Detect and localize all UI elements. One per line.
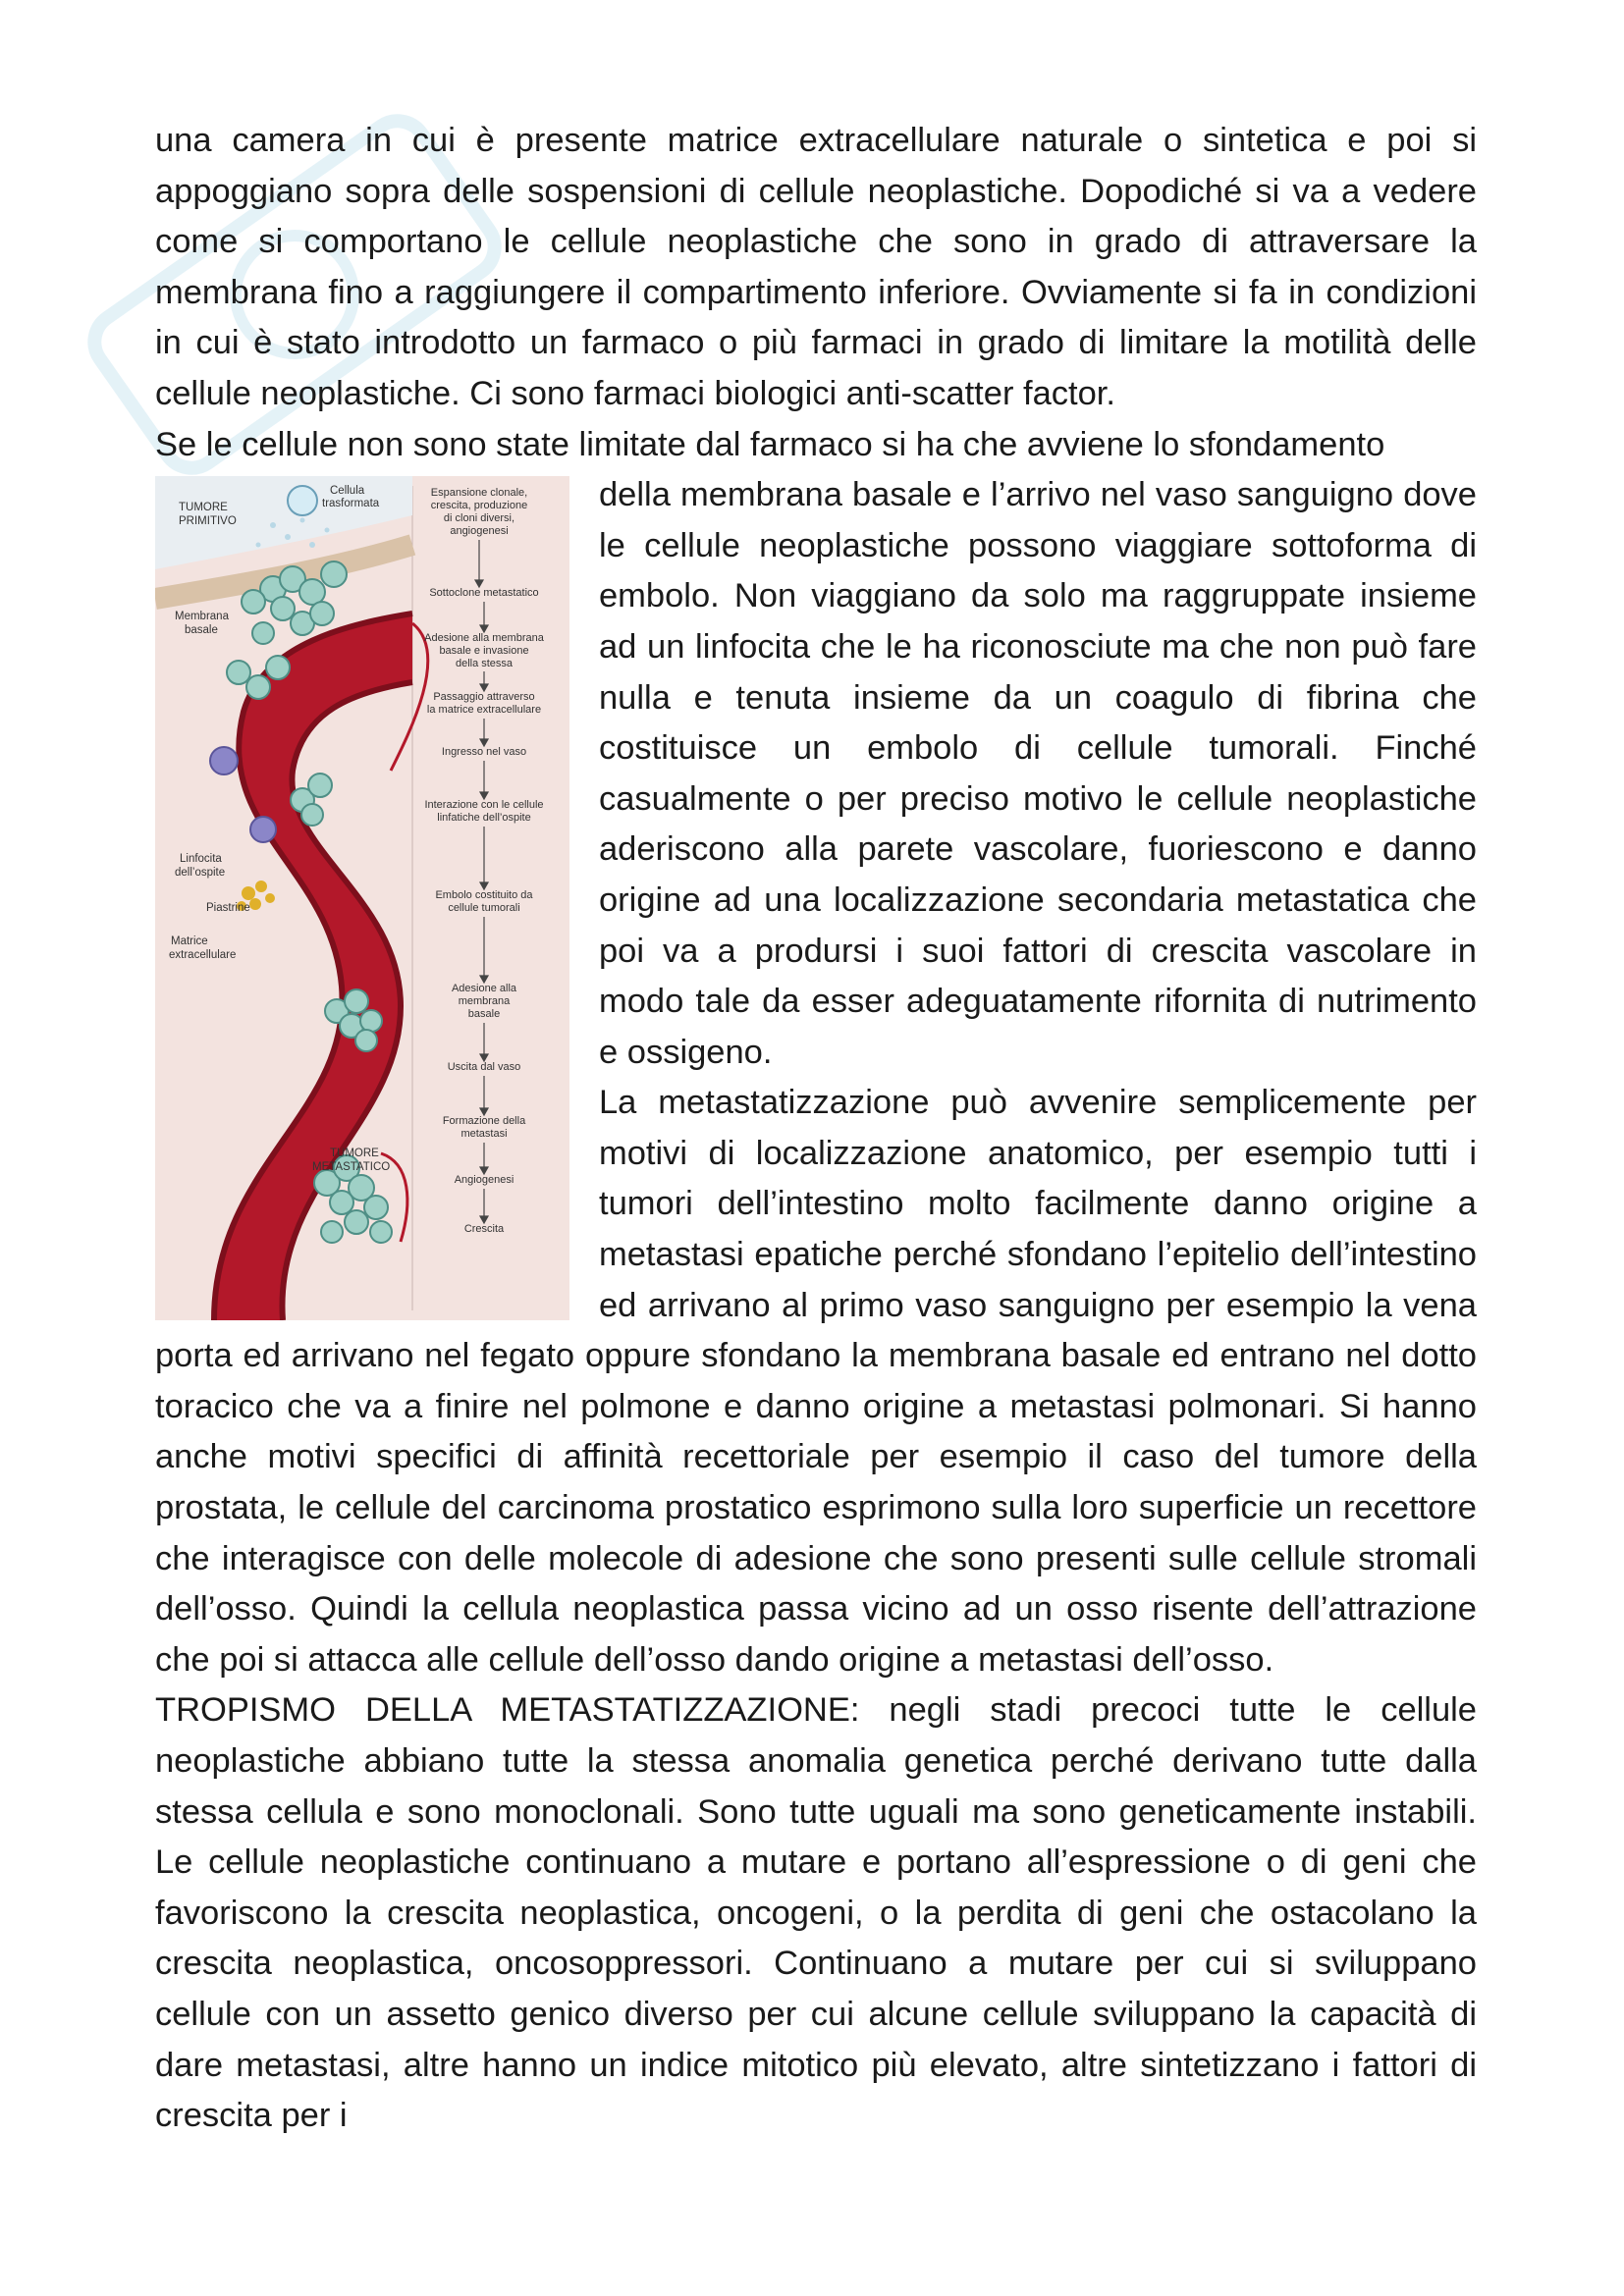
- document-page: [155, 116, 1477, 2142]
- paragraph: [155, 1685, 1477, 2141]
- metastasis-figure: [155, 476, 569, 1320]
- paragraph: La metastatizzazione può avvenire semplicemente per motivi di localizzazione anatomico, per esempio tutti i tumori dell’intestino molto facilmente danno origine a metastasi epatiche perché sfondano l’epitelio dell’intestino ed arrivano al primo vaso sanguigno per esempio la vena porta ed arrivano nel fegato oppure sfondano la membrana basale ed entrano nel dotto toracico che va a finire nel polmone e danno origine a metastasi polmonari. Si hanno anche motivi specifici di affinità recettoriale per esempio il caso del tumore della prostata, le cellule del carcinoma prostatico esprimono sulla loro superficie un recettore che interagisce con delle molecole di adesione che sono presenti sulle cellule stromali dell’osso. Quindi la cellula neoplastica passa vicino ad un osso risente dell’attrazione che poi si attacca alle cellule dell’osso dando origine a metastasi dell’osso.: [155, 1084, 1477, 1679]
- paragraph-body: : negli stadi precoci tutte le cellule neoplastiche abbiano tutte la stessa anomalia genetica perché derivano tutte dalla stessa cellula e sono monoclonali. Sono tutte uguali ma sono geneticamente instabili. Le cellule neoplastiche continuano a mutare e portano all’espressione o di geni che favoriscono la crescita neoplastica, oncogeni, o la perdita di geni che ostacolano la crescita neoplastica, oncosoppressori. Continuano a mutare per cui si sviluppano cellule con un assetto genico diverso per cui alcune cellule sviluppano la capacità di dare metastasi, altre hanno un indice mitotico più elevato, altre sintetizzano i fattori di crescita per i: [155, 1691, 1477, 2135]
- step-1-line-1: Espansione clonale,: [430, 487, 528, 500]
- step-3-line-2: basale e invasione: [439, 645, 529, 658]
- lymphocyte: [250, 817, 276, 842]
- step-4-line-1: Passaggio attraverso: [433, 691, 535, 704]
- label-piastrine: Piastrine: [206, 902, 250, 915]
- transformed-cell: [288, 486, 317, 515]
- label-tumore-primitivo-2: PRIMITIVO: [179, 515, 237, 528]
- metastasis-diagram: [155, 476, 569, 1320]
- step-7-line-2: cellule tumorali: [448, 902, 520, 915]
- label-basale: basale: [185, 624, 218, 637]
- label-extracellulare: extracellulare: [169, 949, 237, 962]
- step-6-line-2: linfatiche dell’ospite: [437, 812, 531, 825]
- step-1-line-2: crescita, produzione: [430, 500, 528, 512]
- step-1-line-3: di cloni diversi,: [443, 512, 515, 525]
- paragraph: [155, 420, 1477, 471]
- step-1-line-4: angiogenesi: [450, 525, 509, 538]
- step-3-line-3: della stessa: [455, 658, 514, 670]
- paragraph: una camera in cui è presente matrice extracellulare naturale o sintetica e poi si appoggiano sopra delle sospensioni di cellule neoplastiche. Dopodiché si va a vedere come si comportano le cellule neoplastiche che sono in grado di attraversare la membrana fino a raggiungere il compartimento inferiore. Ovviamente si fa in condizioni in cui è stato introdotto un farmaco o più farmaci in grado di limitare la motilità delle cellule neoplastiche. Ci sono farmaci biologici anti-scatter factor.: [155, 122, 1477, 412]
- step-9-line-1: Uscita dal vaso: [447, 1061, 521, 1074]
- label-linfocita: Linfocita: [180, 853, 222, 866]
- step-3-line-1: Adesione alla membrana: [424, 632, 544, 645]
- step-6-line-1: Interazione con le cellule: [424, 799, 544, 812]
- step-8-line-2: membrana: [458, 995, 511, 1008]
- step-12-line-1: Crescita: [463, 1223, 505, 1236]
- step-5-line-1: Ingresso nel vaso: [441, 746, 527, 759]
- step-2-line-1: Sottoclone metastatico: [429, 587, 539, 600]
- label-cellula: Cellula: [330, 485, 365, 498]
- paragraph-intro: Se le cellule non sono state limitate dal farmaco si ha che avviene lo sfondamento: [155, 425, 1385, 463]
- label-matrice: Matrice: [171, 935, 208, 948]
- step-8-line-1: Adesione alla: [451, 983, 517, 995]
- paragraph: della membrana basale e l’arrivo nel vaso sanguigno dove le cellule neoplastiche possono viaggiare sottoforma di embolo. Non viaggiano da solo ma raggruppate insieme ad un linfocita che le ha riconosciute ma che non può fare nulla e tenuta insieme da un coagulo di fibrina che costituisce un embolo di cellule tumorali. Finché casualmente o per preciso motivo le cellule neoplastiche aderiscono alla parete vascolare, fuoriescono e danno origine ad una localizzazione secondaria metastatica che poi va a prodursi i suoi fattori di crescita vascolare in modo tale da esser adeguatamente rifornita di nutrimento e ossigeno.: [599, 476, 1477, 1071]
- step-8-line-3: basale: [467, 1008, 501, 1021]
- step-11-line-1: Angiogenesi: [454, 1174, 514, 1187]
- label-membrana: Membrana: [175, 611, 229, 623]
- label-tumore-primitivo: TUMORE: [179, 502, 228, 514]
- label-ospite: dell’ospite: [175, 867, 226, 880]
- step-10-line-1: Formazione della: [442, 1115, 526, 1128]
- step-10-line-2: metastasi: [460, 1128, 508, 1141]
- section-heading: TROPISMO DELLA METASTATIZZAZIONE: [155, 1691, 850, 1730]
- label-tumore-metastatico-2: METASTATICO: [312, 1161, 391, 1174]
- label-trasformata: trasformata: [322, 498, 380, 510]
- lymphocyte: [210, 747, 238, 774]
- step-7-line-1: Embolo costituito da: [435, 889, 533, 902]
- step-4-line-2: la matrice extracellulare: [426, 704, 542, 717]
- label-tumore-metastatico: TUMORE: [330, 1148, 379, 1160]
